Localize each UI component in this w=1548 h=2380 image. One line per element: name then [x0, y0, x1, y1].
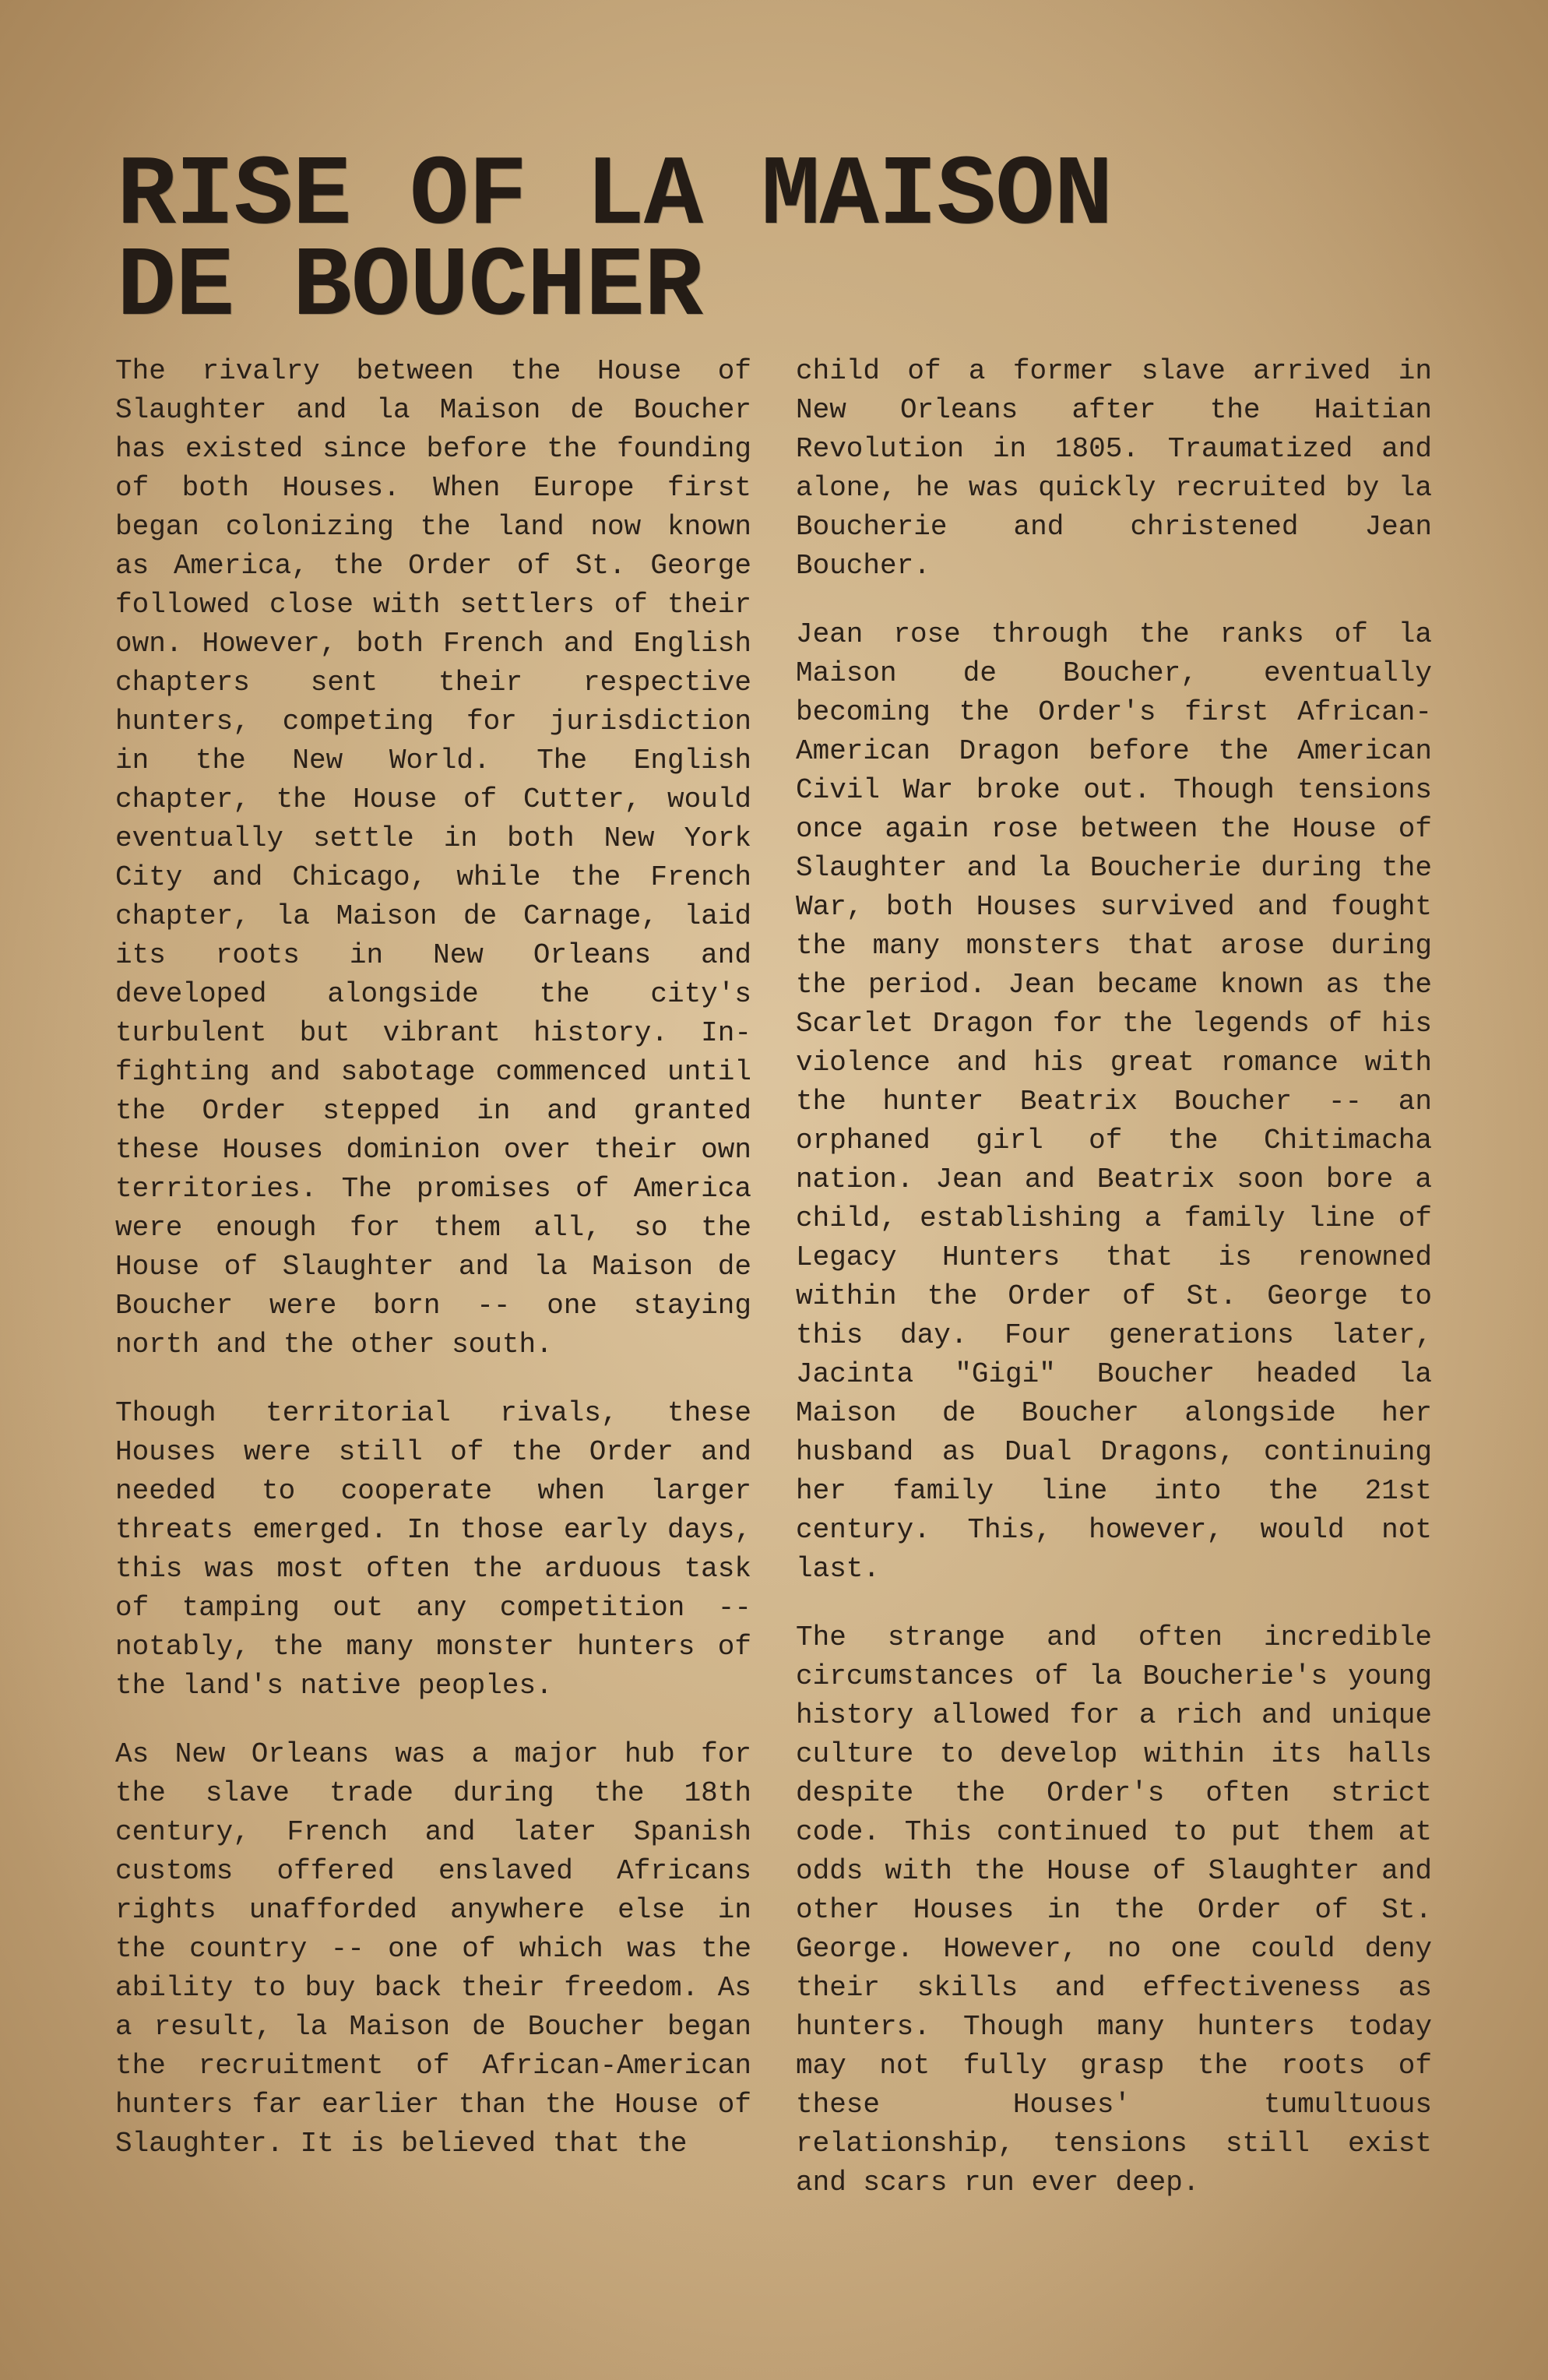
paragraph: As New Orleans was a major hub for the slave trade during the 18th century, French and later Spanish customs offered enslaved Africans rights unafforded anywhere else in the country -- one of which was the ability to buy back their freedom. As a result, la Maison de Boucher began the recruitment of African-American hunters far earlier than the House of Slaughter. It is believed that the: [115, 1738, 751, 2160]
page-title: [117, 141, 1113, 344]
paragraph: Though territorial rivals, these Houses were still of the Order and needed to cooperate when larger threats emerged. In those early days, this was most often the arduous task of tamping out any competition -- notably, the many monster hunters of the land's native peoples.: [115, 1397, 751, 1702]
paragraph: The strange and often incredible circumstances of la Boucherie's young history allowed for a rich and unique culture to develop within its halls despite the Order's often strict code. This continued to put them at odds with the House of Slaughter and other Houses in the Order of St. George. However, no one could deny their skills and effectiveness as hunters. Though many hunters today may not fully grasp the roots of these Houses' tumultuous relationship, tensions still exist and scars run ever deep.: [796, 1621, 1432, 2199]
right-column: [796, 352, 1432, 2232]
paragraph: Jean rose through the ranks of la Maison de Boucher, eventually becoming the Order's first African-American Dragon before the American Civil War broke out. Though tensions once again rose between the House of Slaughter and la Boucherie during the War, both Houses survived and fought the many monsters that arose during the period. Jean became known as the Scarlet Dragon for the legends of his violence and his great romance with the hunter Beatrix Boucher -- an orphaned girl of the Chitimacha nation. Jean and Beatrix soon bore a child, establishing a family line of Legacy Hunters that is renowned within the Order of St. George to this day. Four generations later, Jacinta "Gigi" Boucher headed la Maison de Boucher alongside her husband as Dual Dragons, continuing her family line into the 21st century. This, however, would not last.: [796, 618, 1432, 1585]
title-line-2: DE BOUCHER: [117, 232, 703, 344]
paragraph: child of a former slave arrived in New Orleans after the Haitian Revolution in 1805. Traumatized and alone, he was quickly recruited by la Boucherie and christened Jean Boucher.: [796, 355, 1432, 582]
left-column: [115, 352, 751, 2193]
paragraph: The rivalry between the House of Slaughter and la Maison de Boucher has existed since before the founding of both Houses. When Europe first began colonizing the land now known as America, the Order of St. George followed close with settlers of their own. However, both French and English chapters sent their respective hunters, competing for jurisdiction in the New World. The English chapter, the House of Cutter, would eventually settle in both New York City and Chicago, while the French chapter, la Maison de Carnage, laid its roots in New Orleans and developed alongside the city's turbulent but vibrant history. In-fighting and sabotage commenced until the Order stepped in and granted these Houses dominion over their own territories. The promises of America were enough for them all, so the House of Slaughter and la Maison de Boucher were born -- one staying north and the other south.: [115, 355, 751, 1361]
title-line-1: RISE OF LA MAISON: [117, 141, 1113, 253]
